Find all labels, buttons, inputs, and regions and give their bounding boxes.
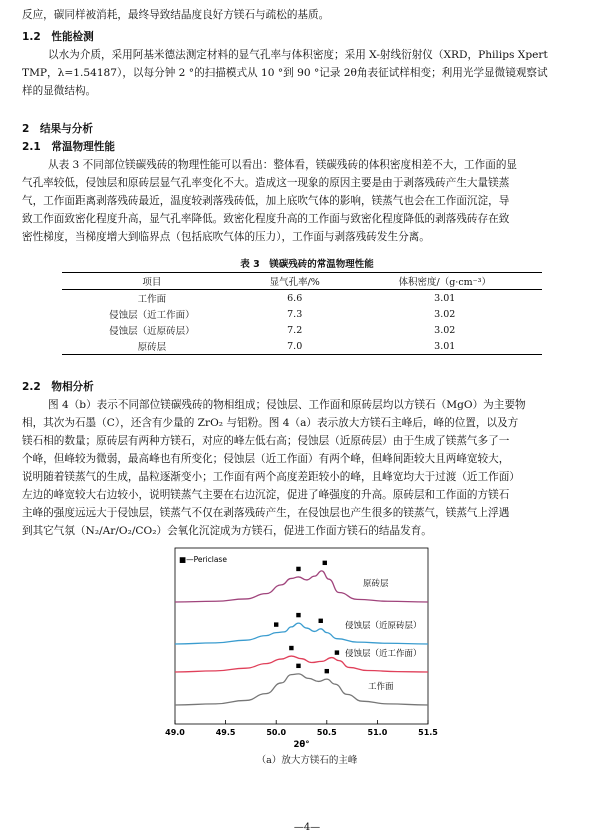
text-line: TMP，λ=1.54187），以每分钟 2 °的扫描模式从 10 °到 90 °记录 2θ角表征试样相变；利用光学显微镜观察试	[22, 67, 548, 79]
text-line: 气孔率较低，侵蚀层和原砖层显气孔率变化不大。造成这一现象的原因主要是由于剥落残砖产生大量镁蒸	[22, 177, 510, 189]
periclase-marker	[296, 664, 300, 668]
section-heading-2: 2 结果与分析	[22, 123, 93, 135]
table-header: 显气孔率/%	[242, 273, 348, 290]
text-line: 左边的峰宽较大右边较小，说明镁蒸气主要在右边沉淀，促进了峰强度的升高。原砖层和工作面的方镁石	[22, 489, 510, 501]
table-cell: 3.02	[434, 324, 456, 336]
table-caption: 表 3 镁碳残砖的常温物理性能	[240, 259, 374, 270]
figure-caption: （a）放大方镁石的主峰	[256, 755, 358, 766]
table-cell: 侵蚀层（近工作面）	[109, 310, 195, 321]
series-label: 侵蚀层（近工作面）	[345, 649, 422, 659]
table-row	[62, 290, 542, 307]
table-row	[62, 322, 542, 338]
x-tick-label: 49.5	[215, 728, 236, 737]
table-cell: 3.01	[348, 338, 543, 355]
table-header: 项目	[62, 273, 242, 290]
periclase-marker	[325, 669, 329, 673]
text-line: 说明随着镁蒸气的生成，晶粒逐渐变小；工作面有两个高度差距较小的峰，且峰宽均大于过渡（近工作面）	[22, 471, 520, 483]
table-cell: 3.02	[434, 308, 456, 320]
series-label: 侵蚀层（近原砖层）	[345, 621, 422, 631]
periclase-marker	[289, 646, 293, 650]
section-heading-2-1: 2.1 常温物理性能	[22, 141, 115, 153]
text-line: 主峰的强度远远大于侵蚀层，镁蒸气不仅在剥落残砖产生，在侵蚀层也产生很多的镁蒸气，镁蒸气上浮遇	[22, 507, 510, 519]
table-cell: 7.2	[287, 324, 303, 336]
series-line	[175, 571, 428, 602]
table-cell: 3.01	[434, 292, 456, 304]
table-cell: 原砖层	[62, 338, 242, 355]
table-cell: 侵蚀层（近原砖层）	[109, 326, 195, 337]
x-tick-label: 50.0	[266, 728, 287, 737]
table-cell: 7.0	[242, 338, 348, 355]
text-line: 以水为介质，采用阿基米德法测定材料的显气孔率与体积密度；采用 X-射线衍射仪（XRD，Philips Xpert	[48, 49, 548, 61]
periclase-marker	[296, 567, 300, 571]
periclase-marker	[274, 622, 278, 626]
x-axis-label: 2θ°	[293, 740, 310, 750]
text-line: 从表 3 不同部位镁碳残砖的物理性能可以看出：整体看，镁碳残砖的体积密度相差不大，工作面的显	[48, 159, 518, 171]
periclase-marker	[296, 613, 300, 617]
section-heading-1-2: 1.2 性能检测	[22, 31, 94, 43]
text-line: 镁石相的数量；原砖层有两种方镁石，对应的峰左低右高；侵蚀层（近原砖层）由于生成了镁蒸气多了一	[22, 435, 510, 447]
text-line: 个峰，但峰较为微弱，最高峰也有所变化；侵蚀层（近工作面）有两个峰，但峰间距较大且两峰宽较大，	[22, 453, 510, 465]
periclase-marker	[323, 561, 327, 565]
text-line: 相，其次为石墨（C），还含有少量的 ZrO₂ 与铝粉。图 4（a）表示放大方镁石主峰后，峰的位置，以及方	[22, 417, 519, 429]
x-tick-label: 51.0	[367, 728, 388, 737]
x-tick-label: 49.0	[165, 728, 185, 737]
text-line: 致工作面致密化程度升高，显气孔率降低。致密化程度升高的工作面与致密化程度降低的剥落残砖存在致	[22, 213, 510, 225]
table-cell: 7.3	[287, 308, 303, 320]
table-cell: 6.6	[287, 292, 303, 304]
legend-label: ■—Periclase	[179, 555, 227, 564]
text-line: 图 4（b）表示不同部位镁碳残砖的物相组成；侵蚀层、工作面和原砖层均以方镁石（MgO）为主要物	[48, 399, 526, 411]
xrd-chart	[0, 540, 614, 750]
text-line: 到其它气氛（N₂/Ar/O₂/CO₂）会氧化沉淀成为方镁石，促进工作面方镁石的结晶发育。	[22, 525, 432, 537]
periclase-marker	[319, 619, 323, 623]
table-row	[62, 306, 542, 322]
series-label: 工作面	[368, 682, 394, 692]
series-label: 原砖层	[363, 579, 389, 589]
text-line: 反应，碳同样被消耗，最终导致结晶度良好方镁石与疏松的基质。	[22, 9, 330, 21]
periclase-marker	[335, 650, 339, 654]
text-line: 样的显微结构。	[22, 85, 97, 97]
page-number: —4—	[293, 822, 321, 833]
table-row	[62, 338, 542, 355]
x-tick-label: 50.5	[316, 728, 337, 737]
table-header: 体积密度/（g·cm⁻³）	[348, 273, 543, 290]
properties-table	[62, 272, 542, 355]
text-line: 气，工作面距离剥落残砖最近，温度较剥落残砖低，加上底吹气体的影响，镁蒸气也会在工作面沉淀，导	[22, 195, 510, 207]
x-tick-label: 51.5	[418, 728, 438, 737]
section-heading-2-2: 2.2 物相分析	[22, 381, 94, 393]
table-cell: 工作面	[137, 294, 167, 305]
text-line: 密性梯度，当梯度增大到临界点（包括底吹气体的压力），工作面与剥落残砖发生分离。	[22, 231, 430, 243]
plot-frame	[175, 548, 428, 724]
